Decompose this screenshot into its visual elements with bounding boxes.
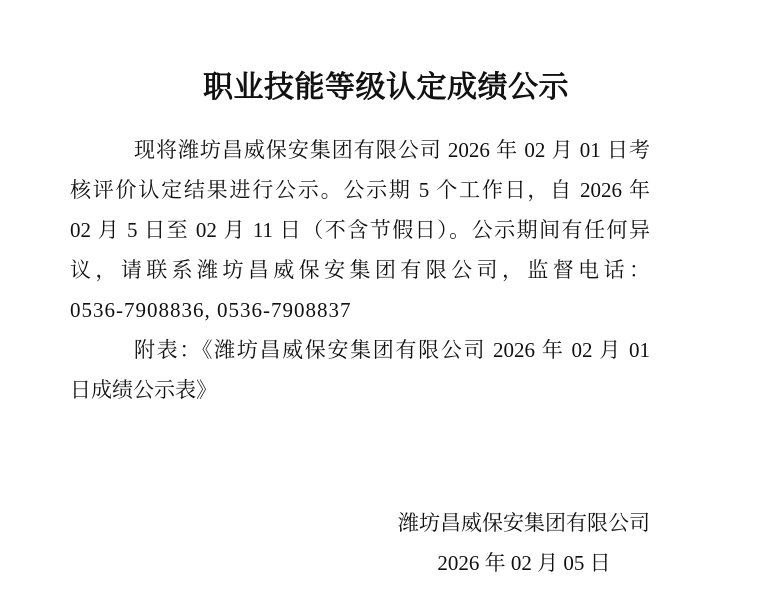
body-line-attachment: 附表：《潍坊昌威保安集团有限公司 2026 年 02 月 01 (134, 338, 650, 362)
document-title: 职业技能等级认定成绩公示 (203, 71, 569, 104)
body-line: 现将潍坊昌威保安集团有限公司 2026 年 02 月 01 日考 (134, 138, 650, 162)
signature-block (70, 503, 650, 583)
body-line: 02 月 5 日至 02 月 11 日（不含节假日）。公示期间有任何异 (70, 218, 650, 242)
body-line-attachment-end: 日成绩公示表》 (70, 378, 217, 402)
body-line: 议，请联系潍坊昌威保安集团有限公司，监督电话： (70, 258, 650, 282)
signature-date: 2026 年 02 月 05 日 (437, 551, 611, 575)
document-body (70, 130, 650, 410)
body-line-phone-numbers: 0536-7908836, 0536-7908837 (70, 298, 352, 322)
signature-inner (398, 503, 650, 583)
signature-company-name: 潍坊昌威保安集团有限公司 (398, 511, 650, 535)
body-line: 核评价认定结果进行公示。公示期 5 个工作日，自 2026 年 (70, 178, 650, 202)
